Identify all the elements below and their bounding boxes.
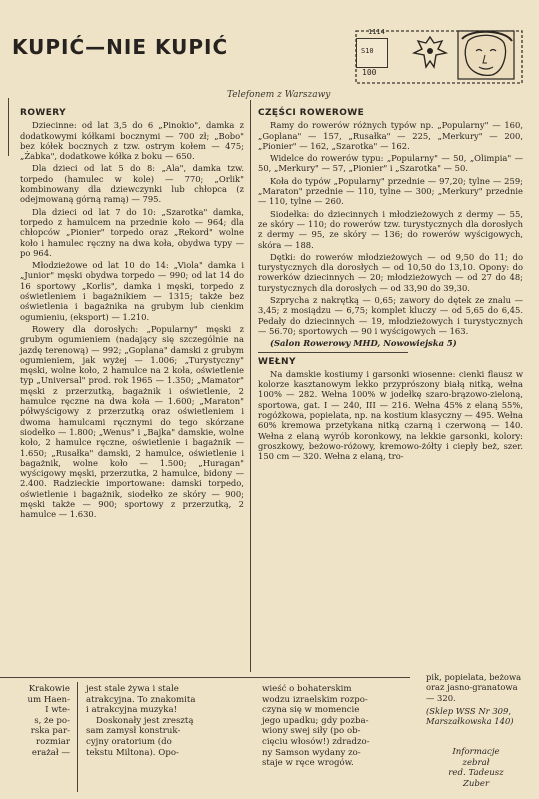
page-title: KUPIĆ—NIE KUPIĆ <box>12 35 229 59</box>
bottom-col1-line: um Haen- <box>27 694 70 705</box>
eagle-emblem-icon <box>414 37 446 67</box>
bottom-col2-line: tekstu Miltona). Opo- <box>86 747 179 758</box>
section-heading-welny: WEŁNY <box>258 356 296 367</box>
bottom-column-2 <box>86 684 238 758</box>
paragraph-welny: Na damskie kostiumy i garsonki wiosenne: cienki flausz w kolorze kasztanowym lekko przyprószony białą nitką, wełna 100% — 282. Wełna 100% w jodełkę szaro-brązowo-zieloną, sportowa, gat. I — 240, III — 216. Wełna 45% z elaną 55%, rogóżkowa, popielata, np. na kostium klasyczny — 495. Wełna 60% kremowa przetykana nitką czarną i czerwoną — 140. Wełna z elaną wyrób koronkowy, na lekkie garsonki, kolory: groszkowy, beżowo-różowy, kremowo-żółty i ciepły beż, szer. 150 cm — 320. Wełna z elaną, tro- <box>258 368 523 462</box>
bottom-col3-line: wodzu izraelskim rozpo- <box>262 694 368 705</box>
bottom-col1-line: s, że po- <box>34 715 70 726</box>
bottom-col3-line: staje w ręce wrogów. <box>262 758 354 769</box>
paragraph-7-10: Dla dzieci od lat 7 do 10: „Szarotka" damka, torpedo z hamulcem na przednie koło — 964; dla chłopców „Pionier" torpedo oraz „Rekord" wolne koło i hamulec ręczny na dwa koła, obydwa typy — po 964. <box>20 206 244 258</box>
paragraph-dorosli: Rowery dla dorosłych: „Popularny" męski z grubym ogumieniem (nadający się szczególnie na jazdę terenową) — 992; „Goplana" damski z grubym ogumieniem, jak wyżej — 1.006; „Turystyczny" męski, wolne koło, 2 hamulce na 2 koła, oświetlenie typ „Universal" prod. rok 1965 — 1.350; „Mamator" męski z przerzutką, bagażnik i oświetlenie, 2 hamulce ręczne na dwa koła — 1.600; „Maraton" półwyścigowy z przerzutką oraz oświetleniem i dwoma hamulcami ręcznymi do tego skórzane siodełko — 1.800; „Wenus" i „Bajka" damskie, wolne koło, 2 hamulce ręczne, oświetlenie i bagażnik — 1.650; „Rusałka" damski, 2 hamulce, oświetlenie i bagażnik, wolne koło — 1.500; „Huragan" wyścigowy męski, przerzutka, 2 hamulce, bidony — 2.400. Radzieckie importowane: damski torpedo, oświetlenie i bagażnik, siodełko ze skóry — 900; męski także — 900; sportowy z przerzutką, 2 hamulce — 1.630. <box>20 323 244 520</box>
credit-block <box>430 747 522 789</box>
paragraph-welny-tail: pik, popielata, beżowa oraz jasno-granatowa — 320. <box>426 672 522 703</box>
bottom-col3-line: jego upadku; gdy pozba- <box>262 715 369 726</box>
paragraph-detki: Dętki: do rowerów młodzieżowych — od 9,50 do 11; do turystycznych dla dorosłych — od 10,50 do 13,10. Opony: do rowerków dziecinnych — 20; młodzieżowych — od 27 do 48; turystycznych dla dorosłych — od 33,90 do 39,30. <box>258 251 523 293</box>
paragraph-ramy: Ramy do rowerów różnych typów np. „Popularny" — 160, „Goplana" — 157, „Rusałka" — 225, „Merkury" — 200, „Pionier" — 162, „Szarotka" — 162. <box>258 120 523 151</box>
bottom-col3-line: ny Samson wydany zo- <box>262 747 361 758</box>
paragraph-kola: Koła do typów „Popularny" przednie — 97,20; tylne — 259; „Maraton" przednie — 110, tylne — 300; „Merkury" przednie — 110, tylne — 260. <box>258 175 523 207</box>
paragraph-widelce: Widelce do rowerów typu: „Popularny" — 50, „Olimpia" — 50, „Merkury" — 57, „Pionier" i „Szarotka" — 50. <box>258 153 523 174</box>
byline: Telefonem z Warszawy <box>227 90 331 100</box>
section-heading-rowery: ROWERY <box>20 108 67 118</box>
section-heading-czesci: CZĘŚCI ROWEROWE <box>258 108 365 118</box>
bottom-column-divider-1 <box>77 682 78 792</box>
bottom-col3-line: cięciu włosów!) zdradzo- <box>262 736 370 747</box>
paragraph-szprycha: Szprycha z nakrętką — 0,65; zawory do dętek ze znalu — 3,45; z mosiądzu — 6,75; komplet kluczy — od 5,65 do 6,45. Pedały do dziecinnych — 19, młodzieżowych i turystycznych — 56.70; sportowych — 90 i wyścigowych — 163. <box>258 295 523 336</box>
bottom-col2-line: sam zamysł konstruk- <box>86 726 181 737</box>
bottom-col1-line: Krakowie <box>28 684 70 694</box>
bottom-col3-line: wiony swej siły (po ob- <box>262 726 361 737</box>
bottom-col2-line: i atrakcyjna muzyka! <box>86 705 178 716</box>
paragraph-mlodziezowe: Młodzieżowe od lat 10 do 14: „Viola" damka i „Junior" męski obydwa torpedo — 990; od lat 14 do 16 sportowy „Korlis", damka i męski, torpedo z oświetleniem i bagażnikiem — 1315; także bez oświetlenia i bagażnika na grubym lub cienkim ogumieniu, (eksport) — 1.210. <box>20 260 244 322</box>
bottom-col1-line: rska par- <box>30 726 70 737</box>
article-bottom-rule <box>0 677 410 678</box>
stamp-code: 1114 <box>368 28 385 36</box>
bottom-col3-line: czyna się w momencie <box>262 705 360 716</box>
paragraph-5-8: Dla dzieci od lat 5 do 8: „Ala", damka tzw. torpedo (hamulec w kole) — 770; „Orlik" kombinowany dla dziewczynki lub chłopca (z odejmowaną górną ramą) — 795. <box>20 163 244 205</box>
credit-line-3: red. Tadeusz <box>448 768 504 779</box>
bottom-col2-line: cyjny oratorium (do <box>86 736 172 747</box>
bottom-col3-line: wieść o bohaterskim <box>262 684 352 694</box>
bottom-col2-line: atrakcyjna. To znakomita <box>86 694 196 705</box>
paragraph-siodelka: Siodełka: do dziecinnych i młodzieżowych z dermy — 55, ze skóry — 110; do rowerów tzw. turystycznych dla dorosłych z dermy — 95, ze skóry — 136; do rowerów wyścigowych, skóra — 188. <box>258 208 523 250</box>
column-divider <box>250 100 251 672</box>
paragraph-dziecinne: Dziecinne: od lat 3,5 do 6 „Pinokio", damka z dodatkowymi kółkami bocznymi — 700 zł; „Bobo" bez kółek bocznych z tzw. ostrym kołem — 475; „Żabka", dodatkowe kółka z boku — 650. <box>20 120 244 162</box>
column-czesci-welny <box>258 108 523 464</box>
bottom-column-1 <box>0 684 70 758</box>
column-rowery <box>20 108 244 522</box>
credit-line-2: zebrał <box>462 757 490 768</box>
bottom-col2-line: jest stale żywa i stale <box>86 684 179 694</box>
source-salon: (Salon Rowerowy MHD, Nowowiejska 5) <box>270 338 457 349</box>
wool-continuation <box>426 672 526 728</box>
credit-line-1: Informacje <box>452 747 500 757</box>
stamp-value: 100 <box>362 68 377 77</box>
bottom-col1-line: erażał — <box>31 747 70 758</box>
stamp-box-label: S10 <box>361 47 374 55</box>
bottom-column-3 <box>262 684 412 769</box>
postage-stamp-illustration <box>350 25 528 89</box>
bottom-col1-line: I wte- <box>45 705 70 716</box>
left-margin-rule <box>8 98 9 156</box>
credit-line-4: Zuber <box>462 778 490 789</box>
bottom-col2-line: Doskonały jest zresztą <box>96 715 194 726</box>
bottom-col1-line: rozmiar <box>36 736 70 747</box>
section-separator <box>258 352 408 353</box>
source-sklep: (Sklep WSS Nr 309, Marszałkowska 140) <box>426 705 514 727</box>
face-portrait-icon <box>458 31 514 79</box>
